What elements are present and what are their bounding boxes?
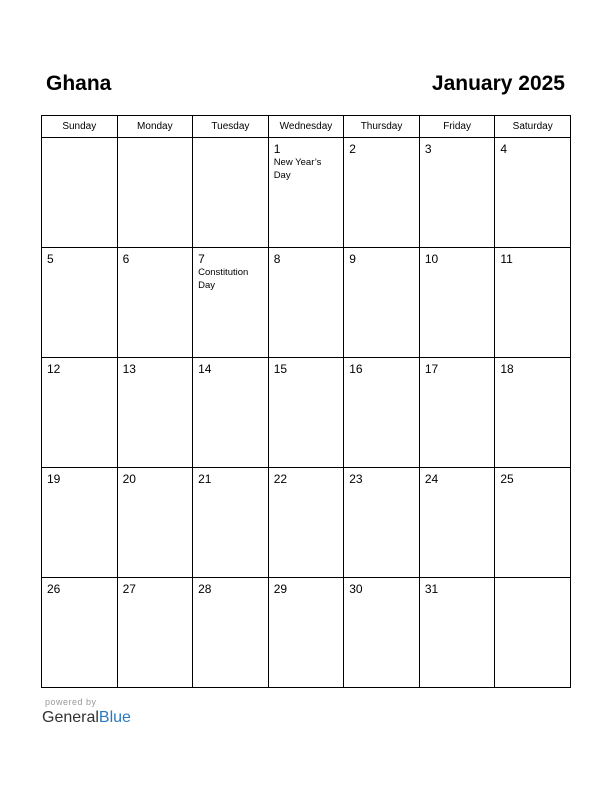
day-number: 7 [198,252,205,266]
day-number: 21 [198,472,212,486]
weekday-header: Thursday [344,116,420,138]
day-cell [42,358,118,468]
day-number: 20 [122,472,136,486]
day-cell [344,468,420,578]
week-row [42,468,571,578]
day-number: 6 [122,252,130,266]
day-number: 22 [273,472,288,486]
weekday-header-row [42,116,571,138]
day-cell [495,578,571,688]
day-cell [193,468,269,578]
day-cell [193,578,269,688]
weekday-header: Sunday [42,116,118,138]
day-cell [117,248,193,358]
day-cell [495,468,571,578]
country-title: Ghana [46,72,112,95]
week-row [42,578,571,688]
day-cell [419,358,495,468]
day-number: 3 [424,142,432,156]
day-number: 17 [424,362,439,376]
day-cell [193,138,269,248]
generalblue-logo[interactable] [42,708,131,728]
day-cell [268,578,344,688]
day-number: 25 [500,472,514,486]
brand-part2: Blue [98,709,131,726]
day-cell [117,138,193,248]
weekday-header: Monday [117,116,193,138]
week-row [42,138,571,248]
day-number: 14 [198,362,212,376]
day-cell [419,248,495,358]
day-cell [117,468,193,578]
day-cell [42,138,118,248]
weekday-header: Saturday [495,116,571,138]
day-number: 12 [47,362,61,376]
week-row [42,358,571,468]
day-cell [495,358,571,468]
weekday-header: Tuesday [193,116,269,138]
day-cell [193,358,269,468]
day-number: 23 [349,472,363,486]
day-number: 19 [47,472,61,486]
day-cell [344,358,420,468]
brand-part1: General [42,709,99,726]
day-number: 9 [349,252,356,266]
day-number: 10 [424,252,439,266]
day-cell [495,248,571,358]
weekday-header: Wednesday [268,116,344,138]
day-cell [344,138,420,248]
day-cell [117,578,193,688]
day-number: 24 [424,472,439,486]
day-cell [268,468,344,578]
day-number: 8 [273,252,281,266]
day-number: 13 [122,362,136,376]
day-cell [42,468,118,578]
day-cell [193,248,269,358]
day-number: 31 [424,582,439,596]
day-number: 26 [47,582,61,596]
day-number: 16 [349,362,363,376]
day-cell [419,578,495,688]
day-cell [42,248,118,358]
day-number: 4 [500,142,508,156]
day-cell [419,468,495,578]
day-cell [495,138,571,248]
day-number: 15 [273,362,288,376]
day-number: 11 [500,252,513,266]
day-number: 1 [273,142,281,156]
holiday-label: Constitution Day [198,267,249,291]
day-cell [268,138,344,248]
weekday-header: Friday [419,116,495,138]
day-cell [42,578,118,688]
day-number: 27 [122,582,136,596]
holiday-label: New Year’s Day [273,157,322,181]
day-cell [268,248,344,358]
day-cell [344,578,420,688]
day-number: 5 [47,252,54,266]
day-number: 29 [273,582,288,596]
week-row [42,248,571,358]
day-cell [268,358,344,468]
powered-by-text: powered by [45,697,97,707]
day-number: 28 [198,582,212,596]
day-number: 2 [349,142,356,156]
day-cell [117,358,193,468]
day-cell [419,138,495,248]
day-number: 30 [349,582,363,596]
day-number: 18 [500,362,514,376]
month-year-title: January 2025 [431,72,565,95]
day-cell [344,248,420,358]
calendar-grid [41,115,571,688]
